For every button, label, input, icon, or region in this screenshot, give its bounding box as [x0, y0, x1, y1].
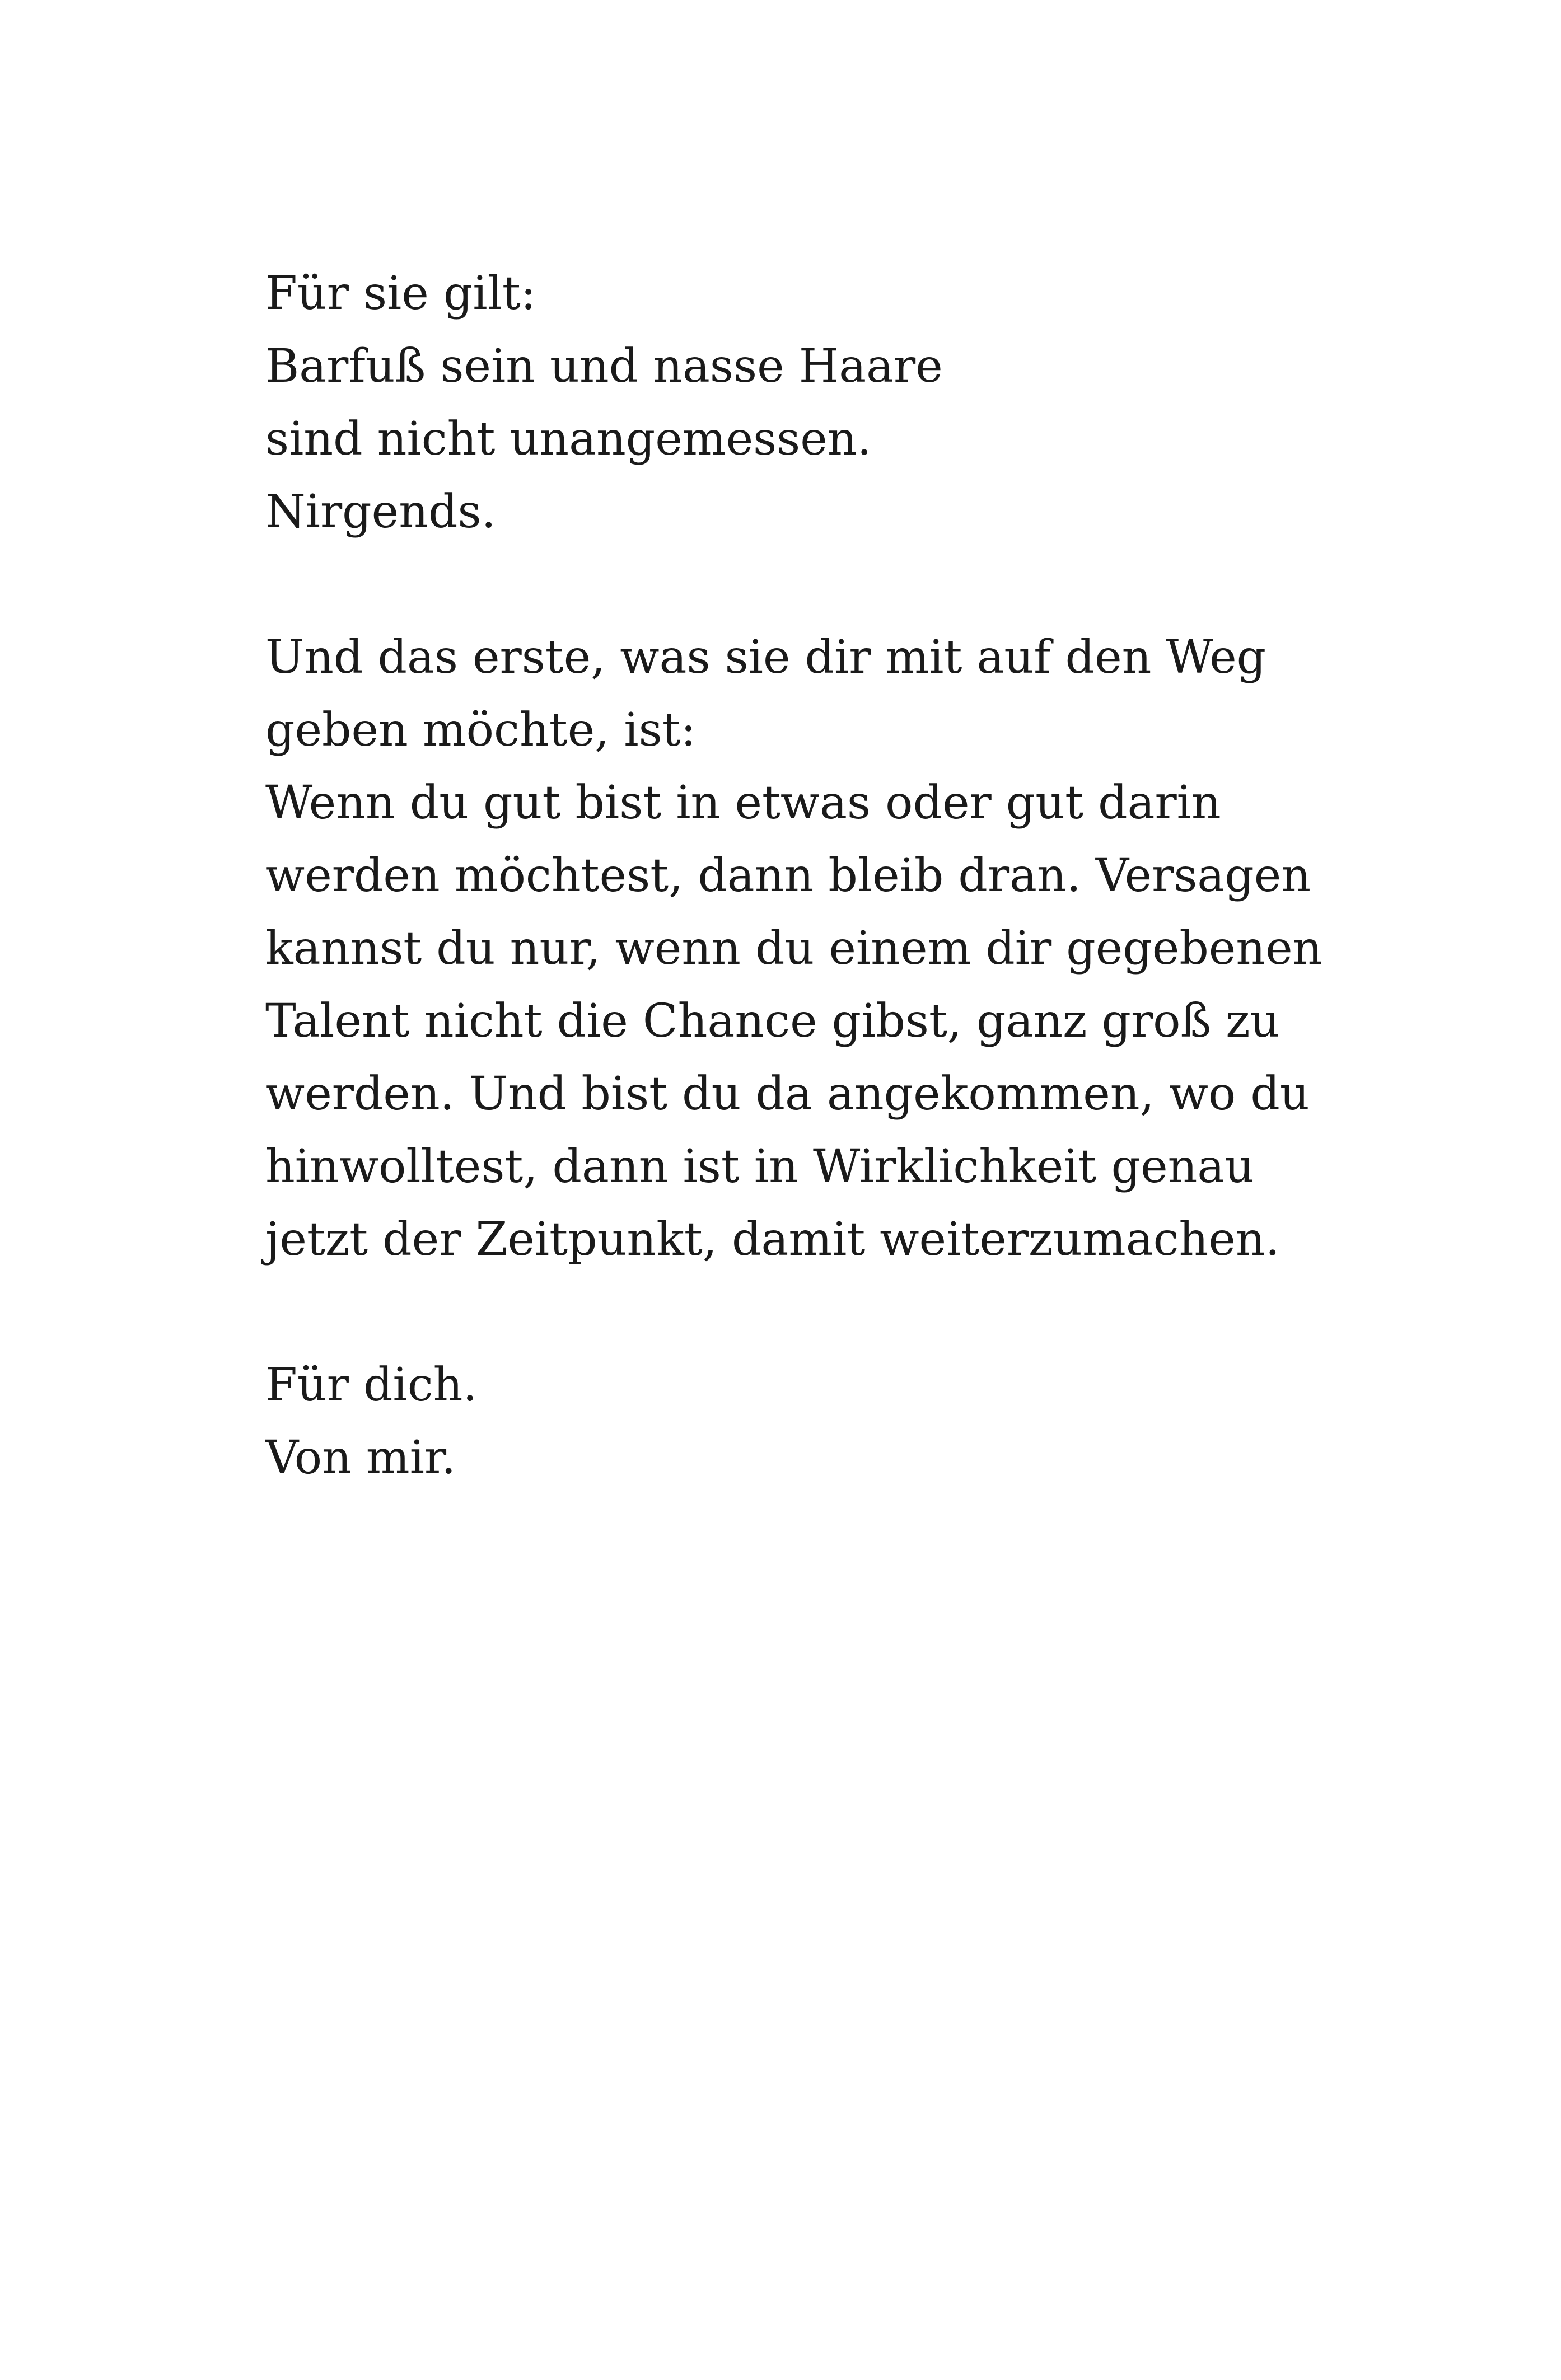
text-line: kannst du nur, wenn du einem dir gegebenen	[265, 922, 1322, 975]
text-line: Wenn du gut bist in etwas oder gut darin	[265, 776, 1221, 830]
text-line: Barfuß sein und nasse Haare	[265, 340, 943, 393]
text-line: sind nicht unangemessen.	[265, 413, 872, 466]
stanza-2	[265, 621, 1385, 1276]
stanza-gap	[265, 1276, 1385, 1349]
text-line: jetzt der Zeitpunkt, damit weiterzumachen.	[265, 1213, 1280, 1266]
text-line: werden möchtest, dann bleib dran. Versagen	[265, 849, 1311, 902]
stanza-1	[265, 257, 1385, 549]
text-line: werden. Und bist du da angekommen, wo du	[265, 1067, 1310, 1121]
stanza-3	[265, 1349, 1385, 1494]
text-line: Talent nicht die Chance gibst, ganz groß zu	[265, 995, 1280, 1048]
page-text	[265, 257, 1385, 1494]
text-line: geben möchte, ist:	[265, 704, 697, 757]
text-line: Nirgends.	[265, 485, 496, 538]
stanza-gap	[265, 549, 1385, 621]
text-line: Von mir.	[265, 1431, 456, 1484]
text-line: Und das erste, was sie dir mit auf den Weg	[265, 631, 1266, 684]
text-line: Für sie gilt:	[265, 267, 536, 320]
text-line: hinwolltest, dann ist in Wirklichkeit genau	[265, 1140, 1255, 1193]
text-line: Für dich.	[265, 1358, 478, 1412]
